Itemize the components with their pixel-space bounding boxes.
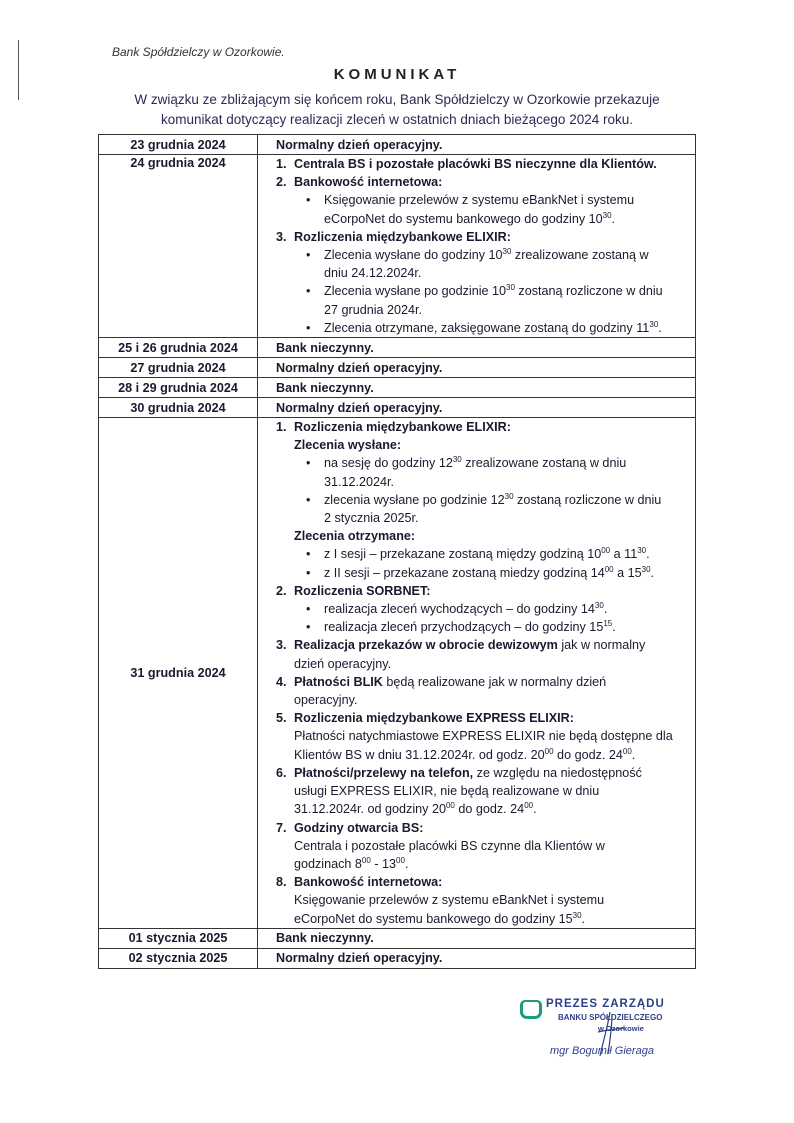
bullet-list — [294, 246, 687, 337]
bullet-icon: • — [306, 248, 311, 263]
bullet-icon: • — [306, 602, 311, 617]
stamp-location: w Ozorkowie — [598, 1024, 644, 1033]
list-item: • Zlecenia otrzymane, zaksięgowane zostaną do godziny $11^{30}$. — [294, 319, 687, 337]
table-row — [99, 928, 696, 948]
row-description: Bank nieczynny. — [258, 378, 696, 398]
bullet-list — [294, 545, 687, 581]
numbered-list — [276, 418, 687, 928]
list-item: • Zlecenia wysłane po godzinie $10^{30}$ zostaną rozliczone w dniu 27 grudnia 2024r. — [306, 283, 663, 317]
table-row — [99, 418, 696, 929]
list-item: 7. Godziny otwarcia BS: Centrala i pozostałe placówki BS czynne dla Klientów w godzinach $8^{00} - 13^{00}$. — [276, 820, 605, 871]
bullet-icon: • — [306, 456, 311, 471]
table-row — [99, 398, 696, 418]
list-item: • realizacja zleceń przychodzących – do godziny $15^{15}$. — [294, 618, 687, 636]
list-item: 3. Realizacja przekazów w obrocie dewizowym jak w normalny dzień operacyjny. — [276, 638, 646, 671]
numbered-list — [276, 155, 687, 337]
row-description — [258, 155, 696, 338]
signature-stamp — [520, 998, 690, 1078]
bullet-icon: • — [306, 620, 311, 635]
row-description — [258, 418, 696, 929]
stamp-title: PREZES ZARZĄDU — [546, 998, 665, 1010]
list-item: • na sesję do godziny $12^{30}$ zrealizowane zostaną w dniu 31.12.2024r. — [306, 455, 627, 489]
row-date: 02 stycznia 2025 — [99, 948, 258, 968]
table-row — [99, 135, 696, 155]
bullet-list — [294, 600, 687, 636]
list-item: 1. Rozliczenia międzybankowe ELIXIR: Zlecenia wysłane: • na sesję do godziny $12^{30}$ zrealizowane zostaną w dniu 31.12.2024r. • zlecenia wysłane po godzinie $12^{30}$ zostaną rozliczone w dniu 2 stycznia 2025r. Zlecenia otrzymane: • z I sesji – przekazane zostaną między godziną $10^{00}$ a $11^{30}$. • z II sesji – przekazane zostaną miedzy godziną $14^{00}$ a $15^{30}$. — [276, 418, 687, 582]
list-item: • realizacja zleceń wychodzących – do godziny $14^{30}$. — [294, 600, 687, 618]
row-date: 01 stycznia 2025 — [99, 928, 258, 948]
bullet-icon: • — [306, 492, 311, 507]
list-item: 5. Rozliczenia międzybankowe EXPRESS ELIXIR: Płatności natychmiastowe EXPRESS ELIXIR nie będą dostępne dla Klientów BS w dniu 31.12.2024r. od godz. $20^{00}$ do godz. $24^{00}$. — [276, 711, 673, 762]
schedule-table — [98, 134, 696, 969]
bullet-list — [294, 191, 687, 227]
row-description: Normalny dzień operacyjny. — [258, 398, 696, 418]
bank-logo-icon — [520, 1000, 542, 1019]
bank-name: Bank Spółdzielczy w Ozorkowie. — [112, 45, 285, 59]
row-date: 23 grudnia 2024 — [99, 135, 258, 155]
table-row — [99, 338, 696, 358]
bullet-icon: • — [306, 547, 311, 562]
bullet-icon: • — [306, 565, 311, 580]
list-item: • Księgowanie przelewów z systemu eBankNet i systemu eCorpoNet do systemu bankowego do godziny $10^{30}$. — [306, 193, 635, 226]
signatory-name: mgr Bogumił Gieraga — [550, 1045, 654, 1057]
bullet-icon: • — [306, 284, 311, 299]
table-row — [99, 358, 696, 378]
row-description: Normalny dzień operacyjny. — [258, 948, 696, 968]
intro-line-2: komunikat dotyczący realizacji zleceń w ostatnich dniach bieżącego 2024 roku. — [160, 112, 633, 127]
list-item: • z I sesji – przekazane zostaną między godziną $10^{00}$ a $11^{30}$. — [294, 545, 687, 563]
row-date: 31 grudnia 2024 — [99, 418, 258, 929]
bullet-icon: • — [306, 193, 311, 208]
stamp-organization: BANKU SPÓŁDZIELCZEGO — [558, 1013, 663, 1022]
page-title: KOMUNIKAT — [333, 66, 461, 83]
row-description: Bank nieczynny. — [258, 338, 696, 358]
table-row — [99, 948, 696, 968]
row-date: 28 i 29 grudnia 2024 — [99, 378, 258, 398]
list-item: 8. Bankowość internetowa: Księgowanie przelewów z systemu eBankNet i systemu eCorpoNet do systemu bankowego do godziny $15^{30}$. — [276, 875, 605, 926]
bullet-icon: • — [306, 320, 311, 335]
list-item: 2. Bankowość internetowa: • Księgowanie przelewów z systemu eBankNet i systemu eCorpoNet do systemu bankowego do godziny $10^{30}$. — [276, 173, 687, 228]
row-description: Normalny dzień operacyjny. — [258, 135, 696, 155]
list-item: 2. Rozliczenia SORBNET: • realizacja zleceń wychodzących – do godziny $14^{30}$. • realizacja zleceń przychodzących – do godziny $15^{15}$. — [276, 582, 687, 637]
table-row — [99, 155, 696, 338]
table-row — [99, 378, 696, 398]
row-description: Bank nieczynny. — [258, 928, 696, 948]
row-date: 27 grudnia 2024 — [99, 358, 258, 378]
row-date: 30 grudnia 2024 — [99, 398, 258, 418]
list-item: • zlecenia wysłane po godzinie $12^{30}$ zostaną rozliczone w dniu 2 stycznia 2025r. — [306, 491, 662, 526]
list-item: • z II sesji – przekazane zostaną miedzy godziną $14^{00}$ a $15^{30}$. — [294, 564, 687, 582]
list-item: 6. Płatności/przelewy na telefon, ze względu na niedostępność usługi EXPRESS ELIXIR, nie będą realizowane w dniu 31.12.2024r. od godziny $20^{00}$ do godz. $24^{00}$. — [276, 765, 642, 817]
list-item: 4. Płatności BLIK będą realizowane jak w normalny dzień operacyjny. — [276, 674, 607, 708]
row-description: Normalny dzień operacyjny. — [258, 358, 696, 378]
list-item: 3. Rozliczenia międzybankowe ELIXIR: • Zlecenia wysłane do godziny $10^{30}$ zrealizowane zostaną w dniu 24.12.2024r. • Zlecenia wysłane po godzinie $10^{30}$ zostaną rozliczone w dniu 27 grudnia 2024r. • Zlecenia otrzymane, zaksięgowane zostaną do godziny $11^{30}$. — [276, 228, 687, 337]
intro-line-1: W związku ze zbliżającym się końcem roku, Bank Spółdzielczy w Ozorkowie przekazuje — [134, 92, 660, 107]
list-item: • Zlecenia wysłane do godziny $10^{30}$ zrealizowane zostaną w dniu 24.12.2024r. — [306, 246, 649, 281]
bullet-list — [294, 454, 687, 527]
list-item: 1. Centrala BS i pozostałe placówki BS nieczynne dla Klientów. — [276, 157, 657, 171]
row-date: 24 grudnia 2024 — [99, 155, 258, 338]
intro-text — [100, 90, 694, 130]
row-date: 25 i 26 grudnia 2024 — [99, 338, 258, 358]
